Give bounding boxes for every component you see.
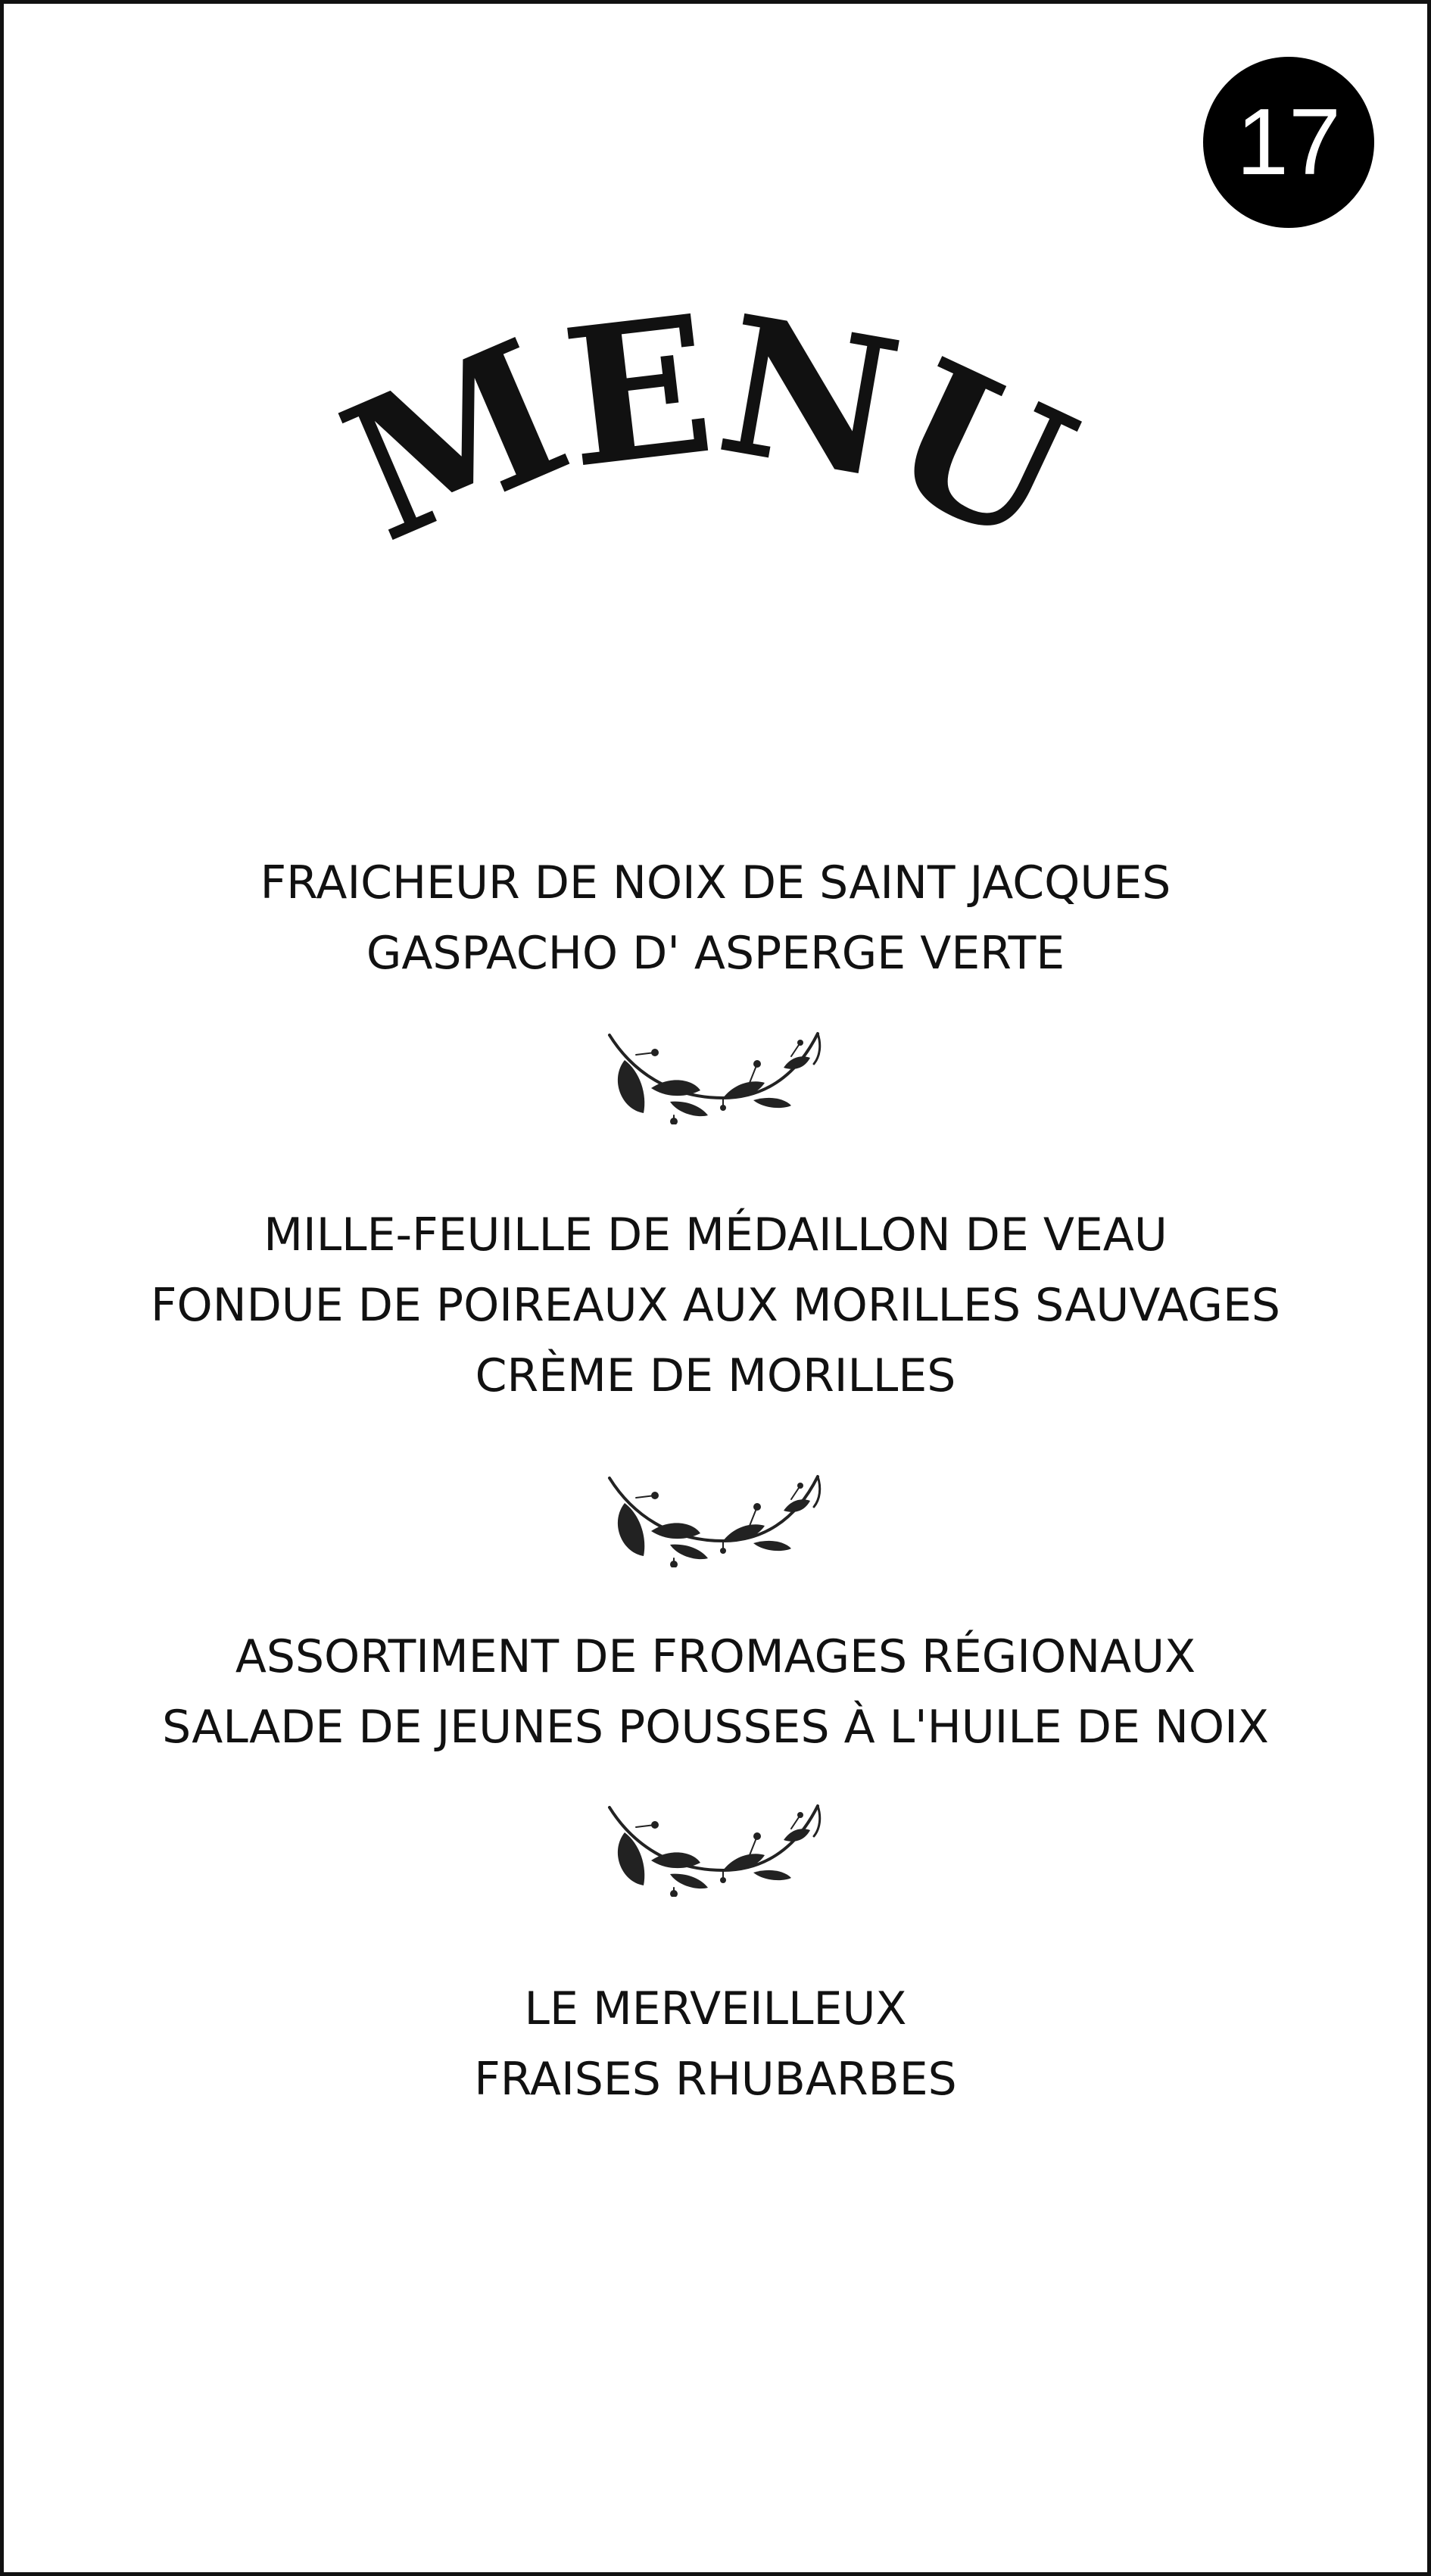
course-4-line-1: LE MERVEILLEUX xyxy=(524,1982,907,2035)
course-1 xyxy=(0,848,1431,989)
course-2 xyxy=(0,1200,1431,1411)
menu-title-block xyxy=(315,273,1098,587)
svg-text:MENU xyxy=(315,273,1099,587)
leaf-sprig-icon xyxy=(602,1798,829,1897)
course-4-line-2: FRAISES RHUBARBES xyxy=(474,2053,957,2106)
menu-title xyxy=(315,273,1098,587)
course-3-line-2: SALADE DE JEUNES POUSSES À L'HUILE DE NOIX xyxy=(162,1701,1269,1754)
course-1-line-2: GASPACHO D' ASPERGE VERTE xyxy=(366,927,1065,980)
course-2-line-2: FONDUE DE POIREAUX AUX MORILLES SAUVAGES xyxy=(150,1279,1281,1332)
menu-title-text: MENU xyxy=(315,273,1098,587)
course-4 xyxy=(0,1974,1431,2115)
table-number-badge xyxy=(1203,57,1374,228)
course-2-line-1: MILLE-FEUILLE DE MÉDAILLON DE VEAU xyxy=(263,1208,1168,1261)
leaf-sprig-icon xyxy=(602,1469,829,1567)
course-2-line-3: CRÈME DE MORILLES xyxy=(475,1349,956,1402)
table-number: 17 xyxy=(1236,90,1341,195)
leaf-sprig-icon xyxy=(602,1026,829,1124)
course-3-line-1: ASSORTIMENT DE FROMAGES RÉGIONAUX xyxy=(235,1630,1196,1683)
course-1-line-1: FRAICHEUR DE NOIX DE SAINT JACQUES xyxy=(260,856,1171,909)
course-3 xyxy=(0,1622,1431,1763)
